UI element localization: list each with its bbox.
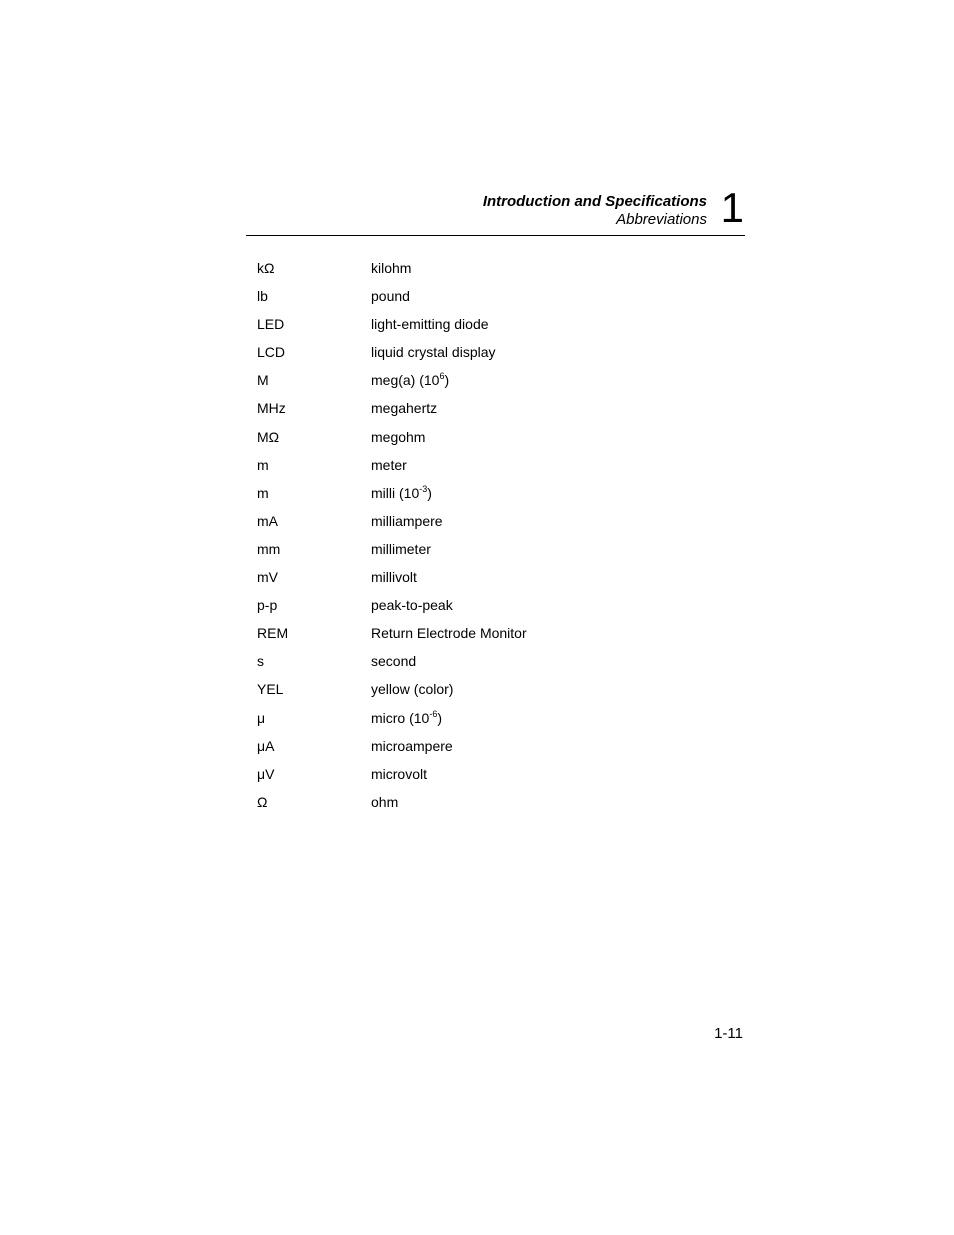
abbreviation-term: REM	[257, 625, 289, 642]
page-number: 1-11	[714, 1025, 743, 1042]
abbreviation-definition	[371, 651, 416, 671]
definition-text: milli (10	[371, 484, 420, 501]
abbreviation-term: μA	[257, 737, 275, 754]
abbreviation-row	[257, 595, 737, 623]
chapter-title: Introduction and Specifications	[482, 193, 707, 210]
abbreviation-row	[257, 483, 737, 511]
definition-text: meg(a) (10	[371, 372, 440, 389]
abbreviation-row	[257, 342, 737, 370]
abbreviation-list	[257, 258, 737, 820]
abbreviation-definition	[371, 398, 437, 418]
abbreviation-row	[257, 539, 737, 567]
definition-text: ohm	[371, 793, 399, 810]
definition-text: milliampere	[371, 512, 443, 529]
abbreviation-definition	[371, 511, 443, 531]
abbreviation-row	[257, 286, 737, 314]
definition-text: peak-to-peak	[371, 597, 453, 614]
abbreviation-term: lb	[257, 288, 268, 305]
abbreviation-row	[257, 651, 737, 679]
abbreviation-row	[257, 427, 737, 455]
abbreviation-term: LCD	[257, 344, 286, 361]
abbreviation-term: μV	[257, 765, 275, 782]
definition-text: kilohm	[371, 260, 412, 276]
definition-text: meter	[371, 456, 407, 473]
definition-text: millivolt	[371, 569, 417, 586]
abbreviation-definition	[371, 764, 427, 784]
definition-suffix: )	[444, 372, 450, 389]
abbreviation-definition	[371, 342, 496, 362]
definition-exponent: -3	[419, 483, 428, 494]
abbreviation-row	[257, 764, 737, 792]
abbreviation-definition	[371, 567, 417, 587]
abbreviation-row	[257, 567, 737, 595]
abbreviation-term: m	[257, 456, 269, 473]
definition-exponent: -6	[429, 708, 438, 719]
abbreviation-definition	[371, 623, 527, 643]
abbreviation-term: LED	[257, 316, 285, 333]
abbreviation-row	[257, 455, 737, 483]
definition-text: megohm	[371, 428, 426, 445]
definition-text: microvolt	[371, 765, 428, 782]
definition-exponent: 6	[439, 371, 445, 382]
abbreviation-row	[257, 679, 737, 707]
abbreviation-definition	[371, 258, 411, 278]
abbreviation-term: p-p	[257, 597, 278, 614]
abbreviation-row	[257, 511, 737, 539]
abbreviation-term: MHz	[257, 400, 286, 417]
header-titles	[483, 192, 707, 229]
definition-text: light-emitting diode	[371, 316, 489, 333]
abbreviation-row	[257, 258, 737, 286]
abbreviation-row	[257, 708, 737, 736]
abbreviation-term: Ω	[257, 793, 268, 810]
abbreviation-term: MΩ	[257, 428, 280, 445]
section-title: Abbreviations	[616, 211, 707, 228]
abbreviation-row	[257, 623, 737, 651]
abbreviation-definition	[371, 708, 442, 728]
definition-suffix: )	[437, 709, 443, 726]
definition-text: liquid crystal display	[371, 344, 496, 361]
abbreviation-definition	[371, 595, 453, 615]
abbreviation-term: kΩ	[257, 260, 275, 276]
definition-text: microampere	[371, 737, 453, 754]
abbreviation-row	[257, 792, 737, 820]
definition-text: micro (10	[371, 709, 430, 726]
abbreviation-definition	[371, 314, 489, 334]
abbreviation-term: m	[257, 484, 269, 501]
abbreviation-term: mA	[257, 512, 278, 529]
abbreviation-definition	[371, 455, 407, 475]
abbreviation-term: mV	[257, 569, 278, 586]
abbreviation-row	[257, 736, 737, 764]
abbreviation-term: YEL	[257, 681, 284, 698]
abbreviation-row	[257, 314, 737, 342]
abbreviation-term: mm	[257, 540, 281, 557]
definition-text: pound	[371, 288, 410, 305]
abbreviation-row	[257, 398, 737, 426]
abbreviation-term: M	[257, 372, 269, 389]
definition-text: millimeter	[371, 540, 431, 557]
abbreviation-definition	[371, 483, 432, 503]
abbreviation-definition	[371, 427, 425, 447]
chapter-number: 1	[720, 184, 744, 231]
definition-text: Return Electrode Monitor	[371, 625, 527, 642]
abbreviation-row	[257, 370, 737, 398]
abbreviation-definition	[371, 286, 410, 306]
definition-suffix: )	[427, 484, 432, 501]
page-header	[246, 184, 745, 236]
abbreviation-term: s	[257, 653, 264, 670]
abbreviation-definition	[371, 370, 449, 390]
abbreviation-definition	[371, 679, 453, 699]
definition-text: megahertz	[371, 400, 438, 417]
abbreviation-definition	[371, 736, 453, 756]
definition-text: second	[371, 653, 417, 670]
abbreviation-definition	[371, 539, 431, 559]
abbreviation-definition	[371, 792, 398, 812]
definition-text: yellow (color)	[371, 681, 454, 698]
abbreviation-term: μ	[257, 709, 266, 726]
